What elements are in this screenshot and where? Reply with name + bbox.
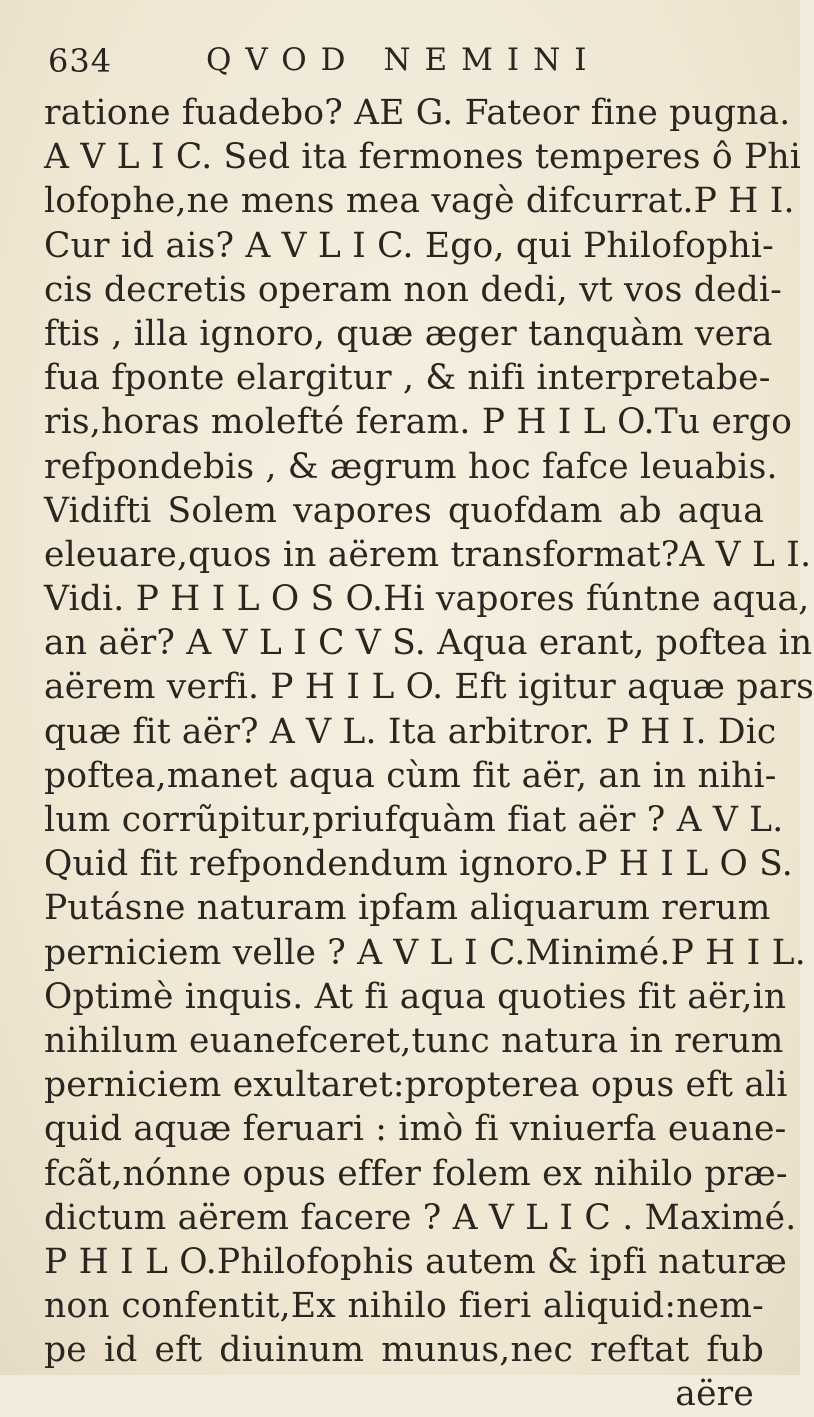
text-line: lofophe,ne mens mea vagè difcurrat.P H I.	[44, 181, 795, 222]
text-line: P H I L O.Philofophis autem & ipfi naturæ	[44, 1241, 788, 1282]
text-line: Putásne naturam ipfam aliquarum rerum	[44, 888, 771, 929]
text-line: fcãt,nónne opus effer folem ex nihilo præ-	[44, 1153, 788, 1194]
text-line: nihilum euanefceret,tunc natura in rerum	[44, 1020, 784, 1061]
text-line: perniciem velle ? A V L I C.Minimé.P H I L.	[44, 932, 806, 973]
body-text	[44, 91, 814, 1417]
text-line: perniciem exultaret:propterea opus eft ali	[44, 1065, 788, 1106]
text-line: quæ fit aër? A V L. Ita arbitror. P H I. Dic	[44, 711, 777, 752]
text-line: A V L I C. Sed ita fermones temperes ô Phi	[44, 137, 802, 178]
text-line: dictum aërem facere ? A V L I C . Maximé.	[44, 1197, 797, 1238]
text-line: ratione fuadebo? AE G. Fateor fine pugna.	[44, 93, 791, 133]
text-line: fua fponte elargitur , & nifi interpretabe-	[44, 358, 771, 399]
text-line: poftea,manet aqua cùm fit aër, an in nihi-	[44, 755, 777, 796]
text-line: eleuare,quos in aërem transformat?A V L I.	[44, 534, 812, 575]
running-head: QVOD NEMINI	[206, 42, 601, 78]
text-line: Optimè inquis. At fi aqua quoties fit aër,in	[44, 976, 787, 1017]
page-number: 634	[48, 42, 113, 80]
text-line: ftis , illa ignoro, quæ æger tanquàm vera	[44, 313, 773, 354]
text-line: Cur id ais? A V L I C. Ego, qui Philofophi-	[44, 225, 774, 266]
text-line: pe id eft diuinum munus,nec reftat fub	[44, 1330, 764, 1371]
text-line: lum corrũpitur,priufquàm fiat aër ? A V L.	[44, 800, 784, 840]
text-line: an aër? A V L I C V S. Aqua erant, poftea in	[44, 623, 813, 664]
text-line: cis decretis operam non dedi, vt vos dedi-	[44, 269, 783, 310]
text-line: refpondebis , & ægrum hoc fafce leuabis.	[44, 446, 778, 487]
catchword: aëre	[675, 1374, 754, 1415]
text-line: ris,horas molefté feram. P H I L O.Tu ergo	[44, 402, 793, 443]
text-line: Quid fit refpondendum ignoro.P H I L O S.	[44, 844, 793, 885]
text-line: quid aquæ feruari : imò fi vniuerfa euane-	[44, 1109, 787, 1150]
text-line: aërem verfi. P H I L O. Eft igitur aquæ pars	[44, 667, 814, 708]
text-line: non confentit,Ex nihilo fieri aliquid:nem-	[44, 1286, 764, 1327]
text-line: Vidi. P H I L O S O.Hi vapores fúntne aqua,	[44, 579, 810, 620]
text-line: Vidifti Solem vapores quofdam ab aqua	[44, 490, 764, 531]
